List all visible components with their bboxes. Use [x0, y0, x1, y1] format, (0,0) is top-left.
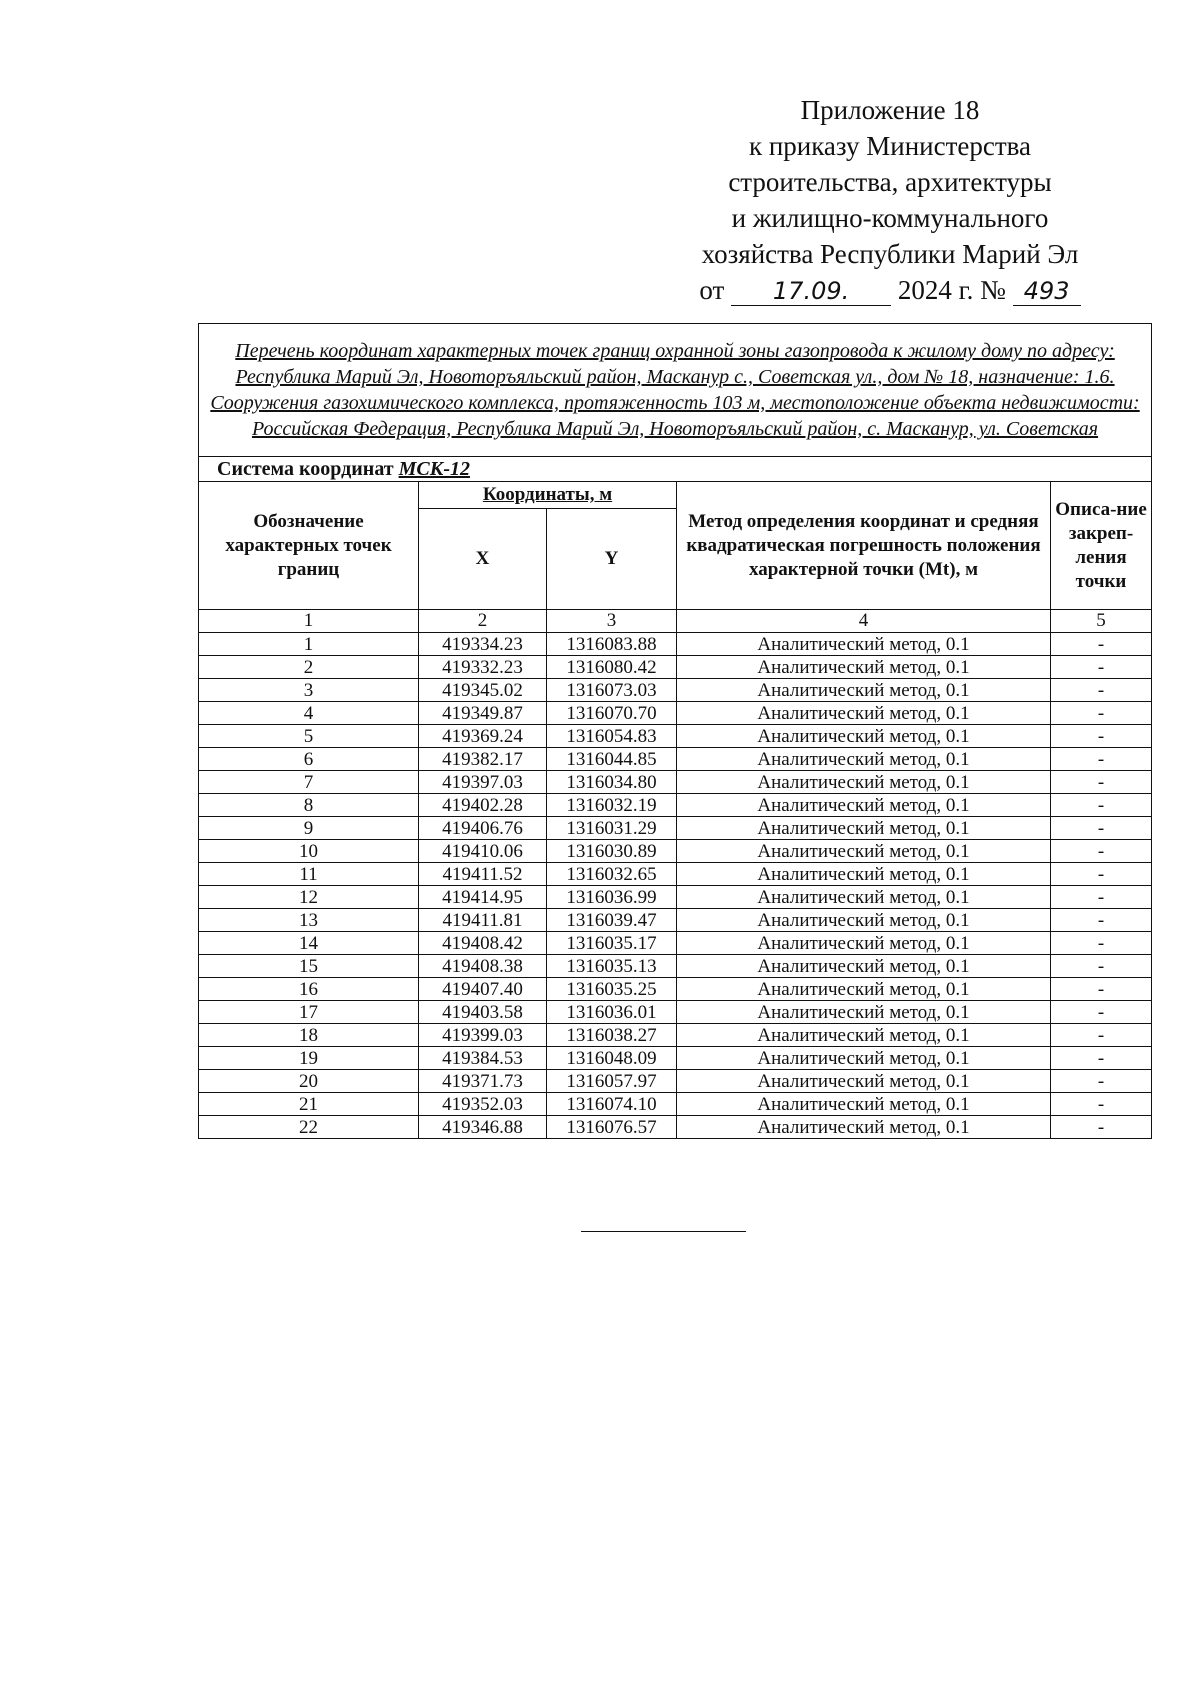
description-cell: - [1051, 725, 1152, 748]
x-coordinate-cell: 419369.24 [419, 725, 547, 748]
table-row [199, 656, 1152, 679]
point-number-cell: 10 [199, 840, 419, 863]
point-number-cell: 2 [199, 656, 419, 679]
method-cell: Аналитический метод, 0.1 [677, 1047, 1051, 1070]
description-cell: - [1051, 1047, 1152, 1070]
table-row [199, 1024, 1152, 1047]
description-cell: - [1051, 909, 1152, 932]
method-cell: Аналитический метод, 0.1 [677, 932, 1051, 955]
table-row [199, 932, 1152, 955]
year-and-number-label: 2024 г. № [897, 275, 1006, 305]
point-number-cell: 4 [199, 702, 419, 725]
description-cell: - [1051, 817, 1152, 840]
coordinate-system-code: МСК-12 [398, 457, 470, 480]
method-cell: Аналитический метод, 0.1 [677, 1093, 1051, 1116]
method-cell: Аналитический метод, 0.1 [677, 1116, 1051, 1139]
y-coordinate-cell: 1316080.42 [547, 656, 677, 679]
description-cell: - [1051, 886, 1152, 909]
column-number-row [199, 610, 1152, 633]
x-coordinate-cell: 419410.06 [419, 840, 547, 863]
method-cell: Аналитический метод, 0.1 [677, 863, 1051, 886]
y-coordinate-cell: 1316036.01 [547, 1001, 677, 1024]
table-row [199, 725, 1152, 748]
point-number-cell: 21 [199, 1093, 419, 1116]
table-row [199, 840, 1152, 863]
y-coordinate-cell: 1316030.89 [547, 840, 677, 863]
table-row [199, 771, 1152, 794]
description-cell: - [1051, 771, 1152, 794]
header-coordinates: Координаты, м [419, 482, 677, 509]
method-cell: Аналитический метод, 0.1 [677, 909, 1051, 932]
x-coordinate-cell: 419371.73 [419, 1070, 547, 1093]
method-cell: Аналитический метод, 0.1 [677, 656, 1051, 679]
point-number-cell: 9 [199, 817, 419, 840]
table-row [199, 886, 1152, 909]
table-row [199, 863, 1152, 886]
point-number-cell: 17 [199, 1001, 419, 1024]
x-coordinate-cell: 419403.58 [419, 1001, 547, 1024]
date-prefix: от [699, 275, 725, 305]
x-coordinate-cell: 419346.88 [419, 1116, 547, 1139]
table-row [199, 1093, 1152, 1116]
table-row [199, 955, 1152, 978]
description-cell: - [1051, 1116, 1152, 1139]
point-number-cell: 6 [199, 748, 419, 771]
y-coordinate-cell: 1316032.19 [547, 794, 677, 817]
method-cell: Аналитический метод, 0.1 [677, 886, 1051, 909]
point-number-cell: 15 [199, 955, 419, 978]
x-coordinate-cell: 419334.23 [419, 633, 547, 656]
table-row [199, 748, 1152, 771]
y-coordinate-cell: 1316074.10 [547, 1093, 677, 1116]
column-number: 4 [677, 610, 1051, 633]
ministry-line-3: хозяйства Республики Марий Эл [701, 239, 1079, 269]
x-coordinate-cell: 419406.76 [419, 817, 547, 840]
description-cell: - [1051, 932, 1152, 955]
method-cell: Аналитический метод, 0.1 [677, 840, 1051, 863]
y-coordinate-cell: 1316044.85 [547, 748, 677, 771]
column-number: 5 [1051, 610, 1152, 633]
table-row [199, 1047, 1152, 1070]
ministry-line-2: и жилищно-коммунального [731, 203, 1049, 233]
x-coordinate-cell: 419397.03 [419, 771, 547, 794]
y-coordinate-cell: 1316036.99 [547, 886, 677, 909]
point-number-cell: 12 [199, 886, 419, 909]
point-number-cell: 20 [199, 1070, 419, 1093]
header-method: Метод определения координат и средняя квадратическая погрешность положения характерной точки (Mt), м [677, 482, 1051, 610]
coordinates-table [198, 323, 1152, 1139]
table-body [199, 633, 1152, 1139]
description-cell: - [1051, 679, 1152, 702]
appendix-title: Приложение 18 [800, 95, 980, 125]
coordinate-system-row [199, 457, 1152, 482]
y-coordinate-cell: 1316031.29 [547, 817, 677, 840]
method-cell: Аналитический метод, 0.1 [677, 1024, 1051, 1047]
x-coordinate-cell: 419384.53 [419, 1047, 547, 1070]
x-coordinate-cell: 419382.17 [419, 748, 547, 771]
appendix-header [640, 92, 1140, 308]
handwritten-date: 17.09. [731, 277, 891, 306]
method-cell: Аналитический метод, 0.1 [677, 748, 1051, 771]
y-coordinate-cell: 1316076.57 [547, 1116, 677, 1139]
method-cell: Аналитический метод, 0.1 [677, 633, 1051, 656]
point-number-cell: 5 [199, 725, 419, 748]
description-cell: - [1051, 633, 1152, 656]
column-number: 1 [199, 610, 419, 633]
method-cell: Аналитический метод, 0.1 [677, 978, 1051, 1001]
table-row [199, 794, 1152, 817]
description-cell: - [1051, 1093, 1152, 1116]
point-number-cell: 14 [199, 932, 419, 955]
method-cell: Аналитический метод, 0.1 [677, 955, 1051, 978]
order-reference-line: к приказу Министерства [748, 131, 1032, 161]
x-coordinate-cell: 419332.23 [419, 656, 547, 679]
method-cell: Аналитический метод, 0.1 [677, 679, 1051, 702]
x-coordinate-cell: 419399.03 [419, 1024, 547, 1047]
method-cell: Аналитический метод, 0.1 [677, 702, 1051, 725]
point-number-cell: 11 [199, 863, 419, 886]
method-cell: Аналитический метод, 0.1 [677, 1070, 1051, 1093]
point-number-cell: 7 [199, 771, 419, 794]
description-cell: - [1051, 978, 1152, 1001]
description-cell: - [1051, 863, 1152, 886]
method-cell: Аналитический метод, 0.1 [677, 771, 1051, 794]
y-coordinate-cell: 1316035.25 [547, 978, 677, 1001]
point-number-cell: 19 [199, 1047, 419, 1070]
method-cell: Аналитический метод, 0.1 [677, 817, 1051, 840]
order-date-line [640, 272, 1140, 308]
table-row [199, 679, 1152, 702]
table-row [199, 702, 1152, 725]
description-cell: - [1051, 702, 1152, 725]
table-row [199, 1070, 1152, 1093]
description-cell: - [1051, 840, 1152, 863]
y-coordinate-cell: 1316048.09 [547, 1047, 677, 1070]
end-of-document-rule [581, 1231, 746, 1232]
y-coordinate-cell: 1316034.80 [547, 771, 677, 794]
description-cell: - [1051, 955, 1152, 978]
table-row [199, 1116, 1152, 1139]
y-coordinate-cell: 1316057.97 [547, 1070, 677, 1093]
y-coordinate-cell: 1316035.13 [547, 955, 677, 978]
x-coordinate-cell: 419402.28 [419, 794, 547, 817]
x-coordinate-cell: 419414.95 [419, 886, 547, 909]
point-number-cell: 13 [199, 909, 419, 932]
point-number-cell: 1 [199, 633, 419, 656]
y-coordinate-cell: 1316039.47 [547, 909, 677, 932]
ministry-line-1: строительства, архитектуры [728, 167, 1052, 197]
y-coordinate-cell: 1316032.65 [547, 863, 677, 886]
point-number-cell: 8 [199, 794, 419, 817]
method-cell: Аналитический метод, 0.1 [677, 794, 1051, 817]
x-coordinate-cell: 419411.52 [419, 863, 547, 886]
x-coordinate-cell: 419407.40 [419, 978, 547, 1001]
header-x: X [419, 509, 547, 610]
x-coordinate-cell: 419408.42 [419, 932, 547, 955]
header-y: Y [547, 509, 677, 610]
description-cell: - [1051, 1001, 1152, 1024]
description-cell: - [1051, 1024, 1152, 1047]
y-coordinate-cell: 1316083.88 [547, 633, 677, 656]
table-row [199, 978, 1152, 1001]
table-row [199, 1001, 1152, 1024]
x-coordinate-cell: 419408.38 [419, 955, 547, 978]
handwritten-order-number: 493 [1013, 277, 1081, 306]
method-cell: Аналитический метод, 0.1 [677, 725, 1051, 748]
header-point-designation: Обозначение характерных точек границ [199, 482, 419, 610]
header-description: Описа-ние закреп-ления точки [1051, 482, 1152, 610]
x-coordinate-cell: 419345.02 [419, 679, 547, 702]
table-title: Перечень координат характерных точек границ охранной зоны газопровода к жилому дому по адресу: Республика Марий Эл, Новоторъяльский район, Масканур с., Советская ул., дом № 18, назначение: 1.6. Сооружения газохимического комплекса, протяженность 103 м, местоположение объекта недвижимости: Российская Федерация, Республика Марий Эл, Новоторъяльский район, с. Масканур, ул. Советская [199, 324, 1152, 457]
table-row [199, 909, 1152, 932]
column-number: 2 [419, 610, 547, 633]
x-coordinate-cell: 419349.87 [419, 702, 547, 725]
column-number: 3 [547, 610, 677, 633]
y-coordinate-cell: 1316038.27 [547, 1024, 677, 1047]
point-number-cell: 3 [199, 679, 419, 702]
y-coordinate-cell: 1316073.03 [547, 679, 677, 702]
coordinate-system-label: Система координат [217, 457, 394, 480]
table-row [199, 817, 1152, 840]
y-coordinate-cell: 1316035.17 [547, 932, 677, 955]
table-row [199, 633, 1152, 656]
method-cell: Аналитический метод, 0.1 [677, 1001, 1051, 1024]
description-cell: - [1051, 794, 1152, 817]
x-coordinate-cell: 419411.81 [419, 909, 547, 932]
y-coordinate-cell: 1316070.70 [547, 702, 677, 725]
point-number-cell: 22 [199, 1116, 419, 1139]
y-coordinate-cell: 1316054.83 [547, 725, 677, 748]
point-number-cell: 18 [199, 1024, 419, 1047]
x-coordinate-cell: 419352.03 [419, 1093, 547, 1116]
point-number-cell: 16 [199, 978, 419, 1001]
description-cell: - [1051, 748, 1152, 771]
description-cell: - [1051, 1070, 1152, 1093]
description-cell: - [1051, 656, 1152, 679]
